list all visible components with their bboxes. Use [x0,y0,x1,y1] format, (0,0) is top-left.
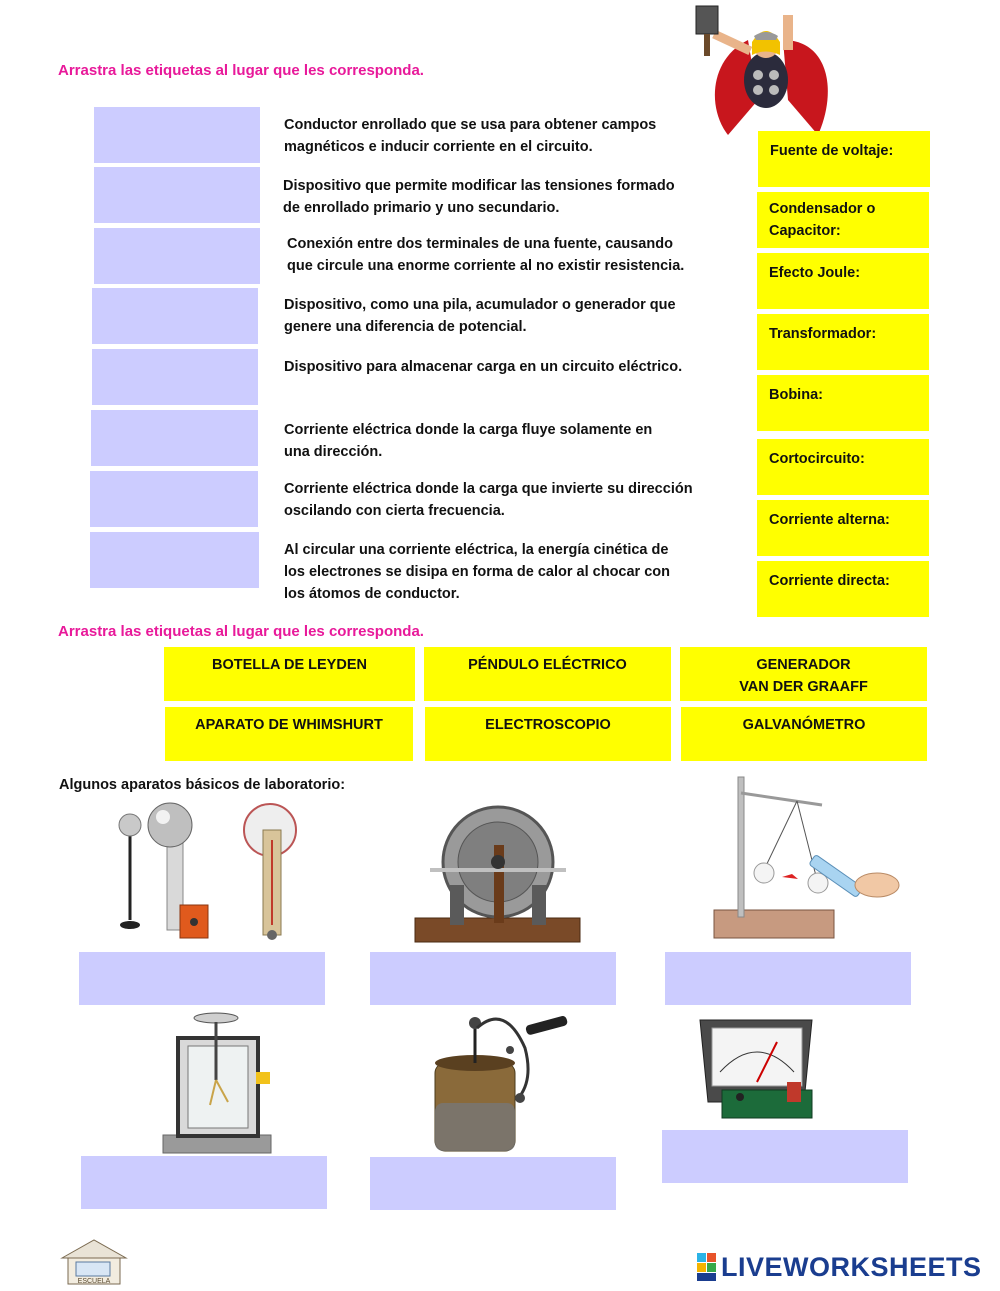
school-logo [58,1236,130,1288]
apparatus-label-aparato-de-whimshurt[interactable]: APARATO DE WHIMSHURT [165,707,413,761]
instruction-title: Arrastra las etiquetas al lugar que les corresponda. [58,62,424,79]
electroscope-image [160,1010,275,1155]
definition-text: Conductor enrollado que se usa para obtener campos magnéticos e inducir corriente en el circuito. [284,117,657,155]
electric-pendulum-image [712,775,902,950]
concept-label-fuente-de-voltaje[interactable]: Fuente de voltaje: [758,131,930,187]
thor-illustration [688,0,848,140]
definition-text: Al circular una corriente eléctrica, la energía cinética de los electrones se disipa en forma de calor al chocar con los átomos de conductor. [284,542,671,602]
definition-drop-zone[interactable] [92,288,258,344]
concept-label-efecto-joule[interactable]: Efecto Joule: [757,253,929,309]
definition-text: Dispositivo, como una pila, acumulador o generador que genere una diferencia de potencial. [284,297,676,335]
apparatus-drop-zone[interactable] [81,1156,327,1209]
apparatus-label-pendulo-electrico[interactable]: PÉNDULO ELÉCTRICO [424,647,671,701]
apparatus-drop-zone[interactable] [79,952,325,1005]
van-der-graaff-generator-image [105,800,335,948]
apparatus-label-electroscopio[interactable]: ELECTROSCOPIO [425,707,671,761]
concept-label-corriente-alterna[interactable]: Corriente alterna: [757,500,929,556]
apparatus-drop-zone[interactable] [662,1130,908,1183]
definition-drop-zone[interactable] [94,107,260,163]
concept-label-condensador[interactable]: Condensador o Capacitor: [757,192,929,248]
definition-drop-zone[interactable] [91,410,258,466]
definition-drop-zone[interactable] [90,532,259,588]
apparatus-label-botella-de-leyden[interactable]: BOTELLA DE LEYDEN [164,647,415,701]
concept-label-corriente-directa[interactable]: Corriente directa: [757,561,929,617]
leyden-jar-image [425,1008,575,1156]
galvanometer-image [692,1012,822,1127]
instruction-title-second: Arrastra las etiquetas al lugar que les corresponda. [58,623,424,640]
apparatus-drop-zone[interactable] [370,952,616,1005]
definition-drop-zone[interactable] [90,471,258,527]
concept-label-transformador[interactable]: Transformador: [757,314,929,370]
definition-text: Dispositivo para almacenar carga en un circuito eléctrico. [284,359,683,375]
definition-text: Corriente eléctrica donde la carga fluye solamente en una dirección. [284,422,653,460]
definition-text: Conexión entre dos terminales de una fuente, causando que circule una enorme corriente al no existir resistencia. [287,236,685,274]
apparatus-drop-zone[interactable] [665,952,911,1005]
liveworksheets-logo-icon [697,1253,717,1283]
liveworksheets-brand[interactable]: LIVEWORKSHEETS [721,1252,982,1282]
school-logo-text: ESCUELA [77,1278,111,1285]
concept-label-bobina[interactable]: Bobina: [757,375,929,431]
lab-section-title: Algunos aparatos básicos de laboratorio: [59,777,346,793]
apparatus-label-galvanometro[interactable]: GALVANÓMETRO [681,707,927,761]
definition-drop-zone[interactable] [94,228,260,284]
definition-text: Dispositivo que permite modificar las tensiones formado de enrollado primario y uno secundario. [283,178,675,216]
definition-drop-zone[interactable] [92,349,258,405]
definition-drop-zone[interactable] [94,167,260,223]
apparatus-drop-zone[interactable] [370,1157,616,1210]
concept-label-cortocircuito[interactable]: Cortocircuito: [757,439,929,495]
definition-text: Corriente eléctrica donde la carga que invierte su dirección oscilando con cierta frecuencia. [284,481,693,519]
apparatus-label-generador-van-der-graaff[interactable]: GENERADOR VAN DER GRAAFF [680,647,927,701]
wimshurst-machine-image [410,800,585,948]
